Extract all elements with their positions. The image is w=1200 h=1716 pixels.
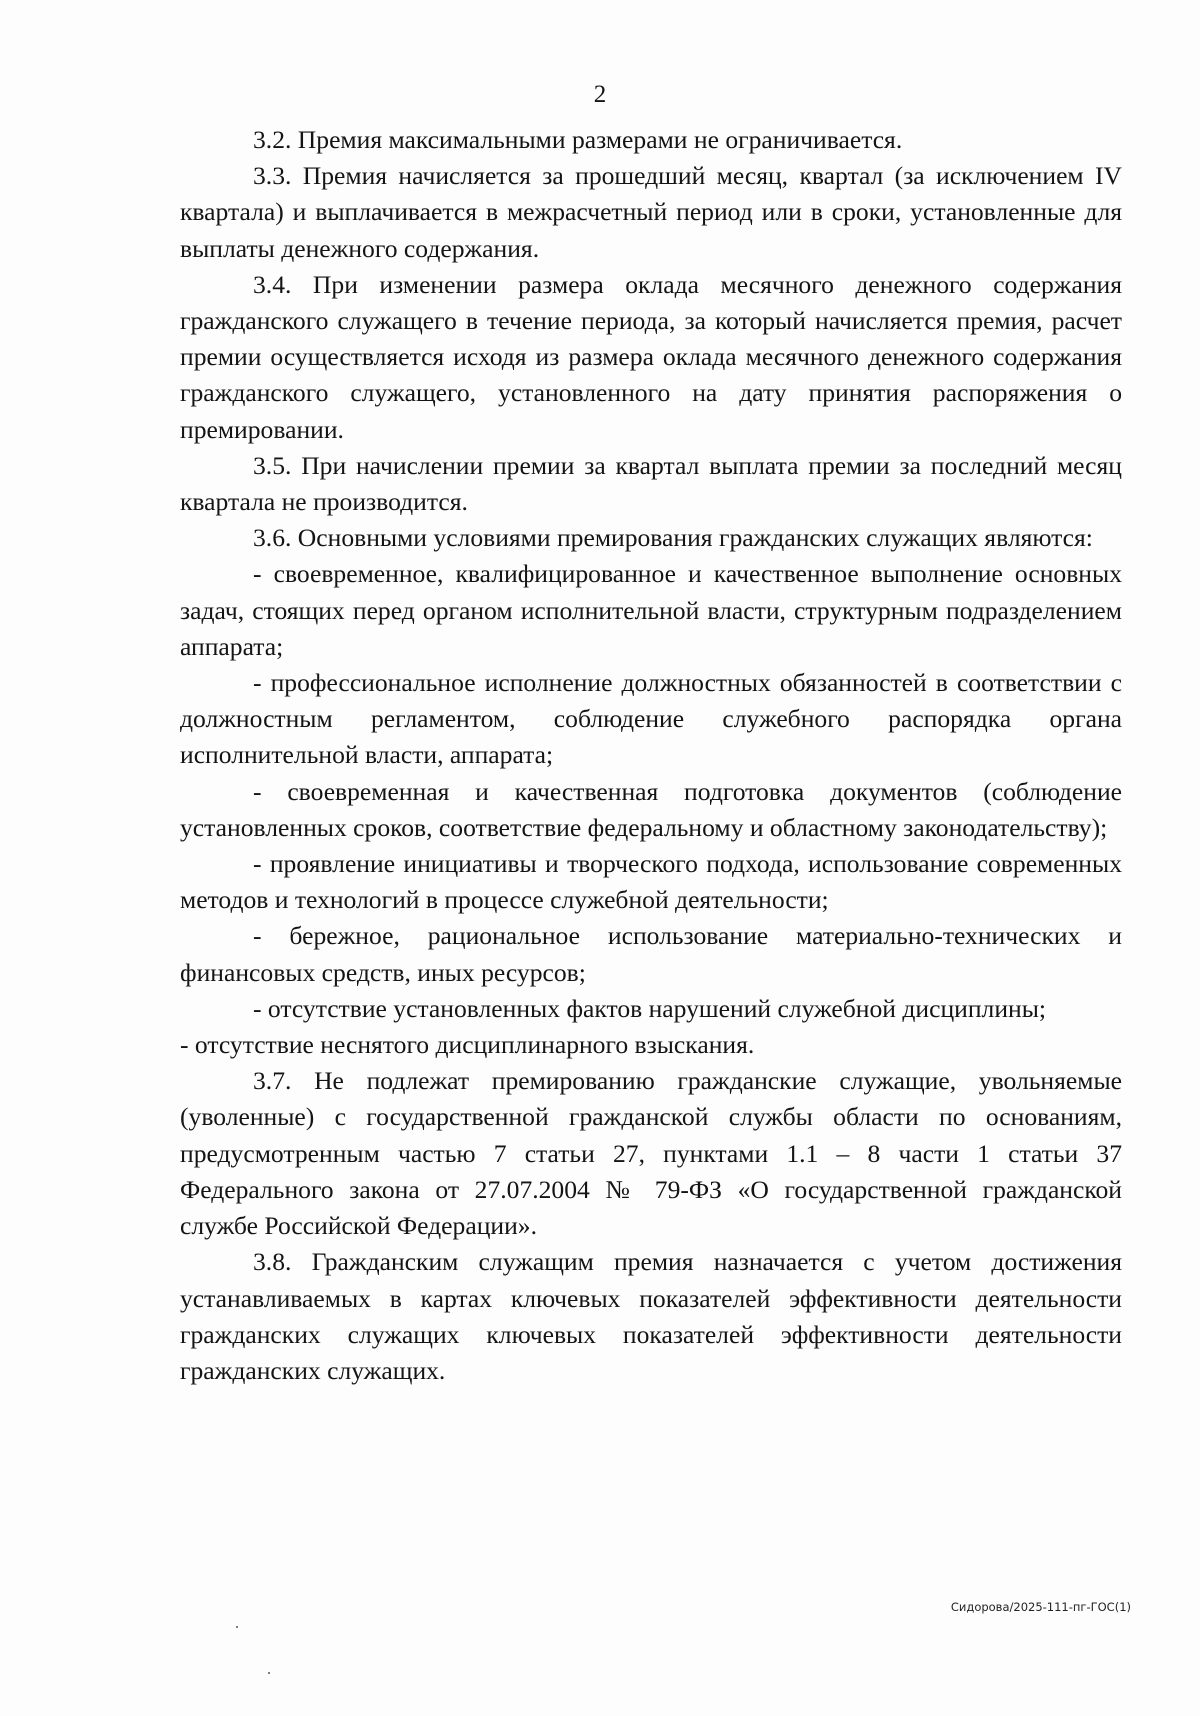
page-number: 2 <box>593 81 607 108</box>
list-item-condition-5: - бережное, рациональное использование материально-технических и финансовых средств, иных ресурсов; <box>180 921 1122 987</box>
paragraph-3-4: 3.4. При изменении размера оклада месячного денежного содержания гражданского служащего в течение периода, за который начисляется премия, расчет премии осуществляется исходя из размера оклада месячного денежного содержания гражданского служащего, установленного на дату принятия распоряжения о премировании. <box>180 269 1122 444</box>
paragraph-3-7: 3.7. Не подлежат премированию гражданские служащие, увольняемые (уволенные) с государственной гражданской службы области по основаниям, предусмотренным частью 7 статьи 27, пунктами 1.1 – 8 части 1 статьи 37 Федерального закона от 27.07.2004 № 79-ФЗ «О государственной гражданской службе Российской Федерации». <box>180 1066 1122 1241</box>
list-item-condition-3: - своевременная и качественная подготовка документов (соблюдение установленных сроков, соответствие федеральному и областному законодательству); <box>180 776 1122 842</box>
document-body <box>180 122 1122 1389</box>
list-item-condition-2: - профессиональное исполнение должностных обязанностей в соответствии с должностным регламентом, соблюдение служебного распорядка органа исполнительной власти, аппарата; <box>180 668 1122 770</box>
list-item-condition-7: - отсутствие неснятого дисциплинарного взыскания. <box>180 1030 755 1060</box>
list-item-condition-4: - проявление инициативы и творческого подхода, использование современных методов и технологий в процессе служебной деятельности; <box>180 849 1122 915</box>
list-item-condition-1: - своевременное, квалифицированное и качественное выполнение основных задач, стоящих перед органом исполнительной власти, структурным подразделением аппарата; <box>180 559 1122 661</box>
paragraph-3-5: 3.5. При начислении премии за квартал выплата премии за последний месяц квартала не производится. <box>180 450 1122 517</box>
list-item-condition-6: - отсутствие установленных фактов нарушений служебной дисциплины; <box>253 993 1047 1023</box>
paragraph-3-3: 3.3. Премия начисляется за прошедший месяц, квартал (за исключением IV квартала) и выплачивается в межрасчетный период или в сроки, установленные для выплаты денежного содержания. <box>180 161 1122 263</box>
document-reference-code: Сидорова/2025-111-пг-ГОС(1) <box>950 1600 1131 1614</box>
scan-speck <box>268 1672 270 1674</box>
paragraph-3-2: 3.2. Премия максимальными размерами не ограничивается. <box>253 125 903 154</box>
scan-speck <box>236 1626 238 1628</box>
paragraph-3-8: 3.8. Гражданским служащим премия назначается с учетом достижения устанавливаемых в картах ключевых показателей эффективности деятельности гражданских служащих ключевых показателей эффективности деятельности гражданских служащих. <box>180 1247 1122 1385</box>
paragraph-3-6: 3.6. Основными условиями премирования гражданских служащих являются: <box>253 523 1093 553</box>
